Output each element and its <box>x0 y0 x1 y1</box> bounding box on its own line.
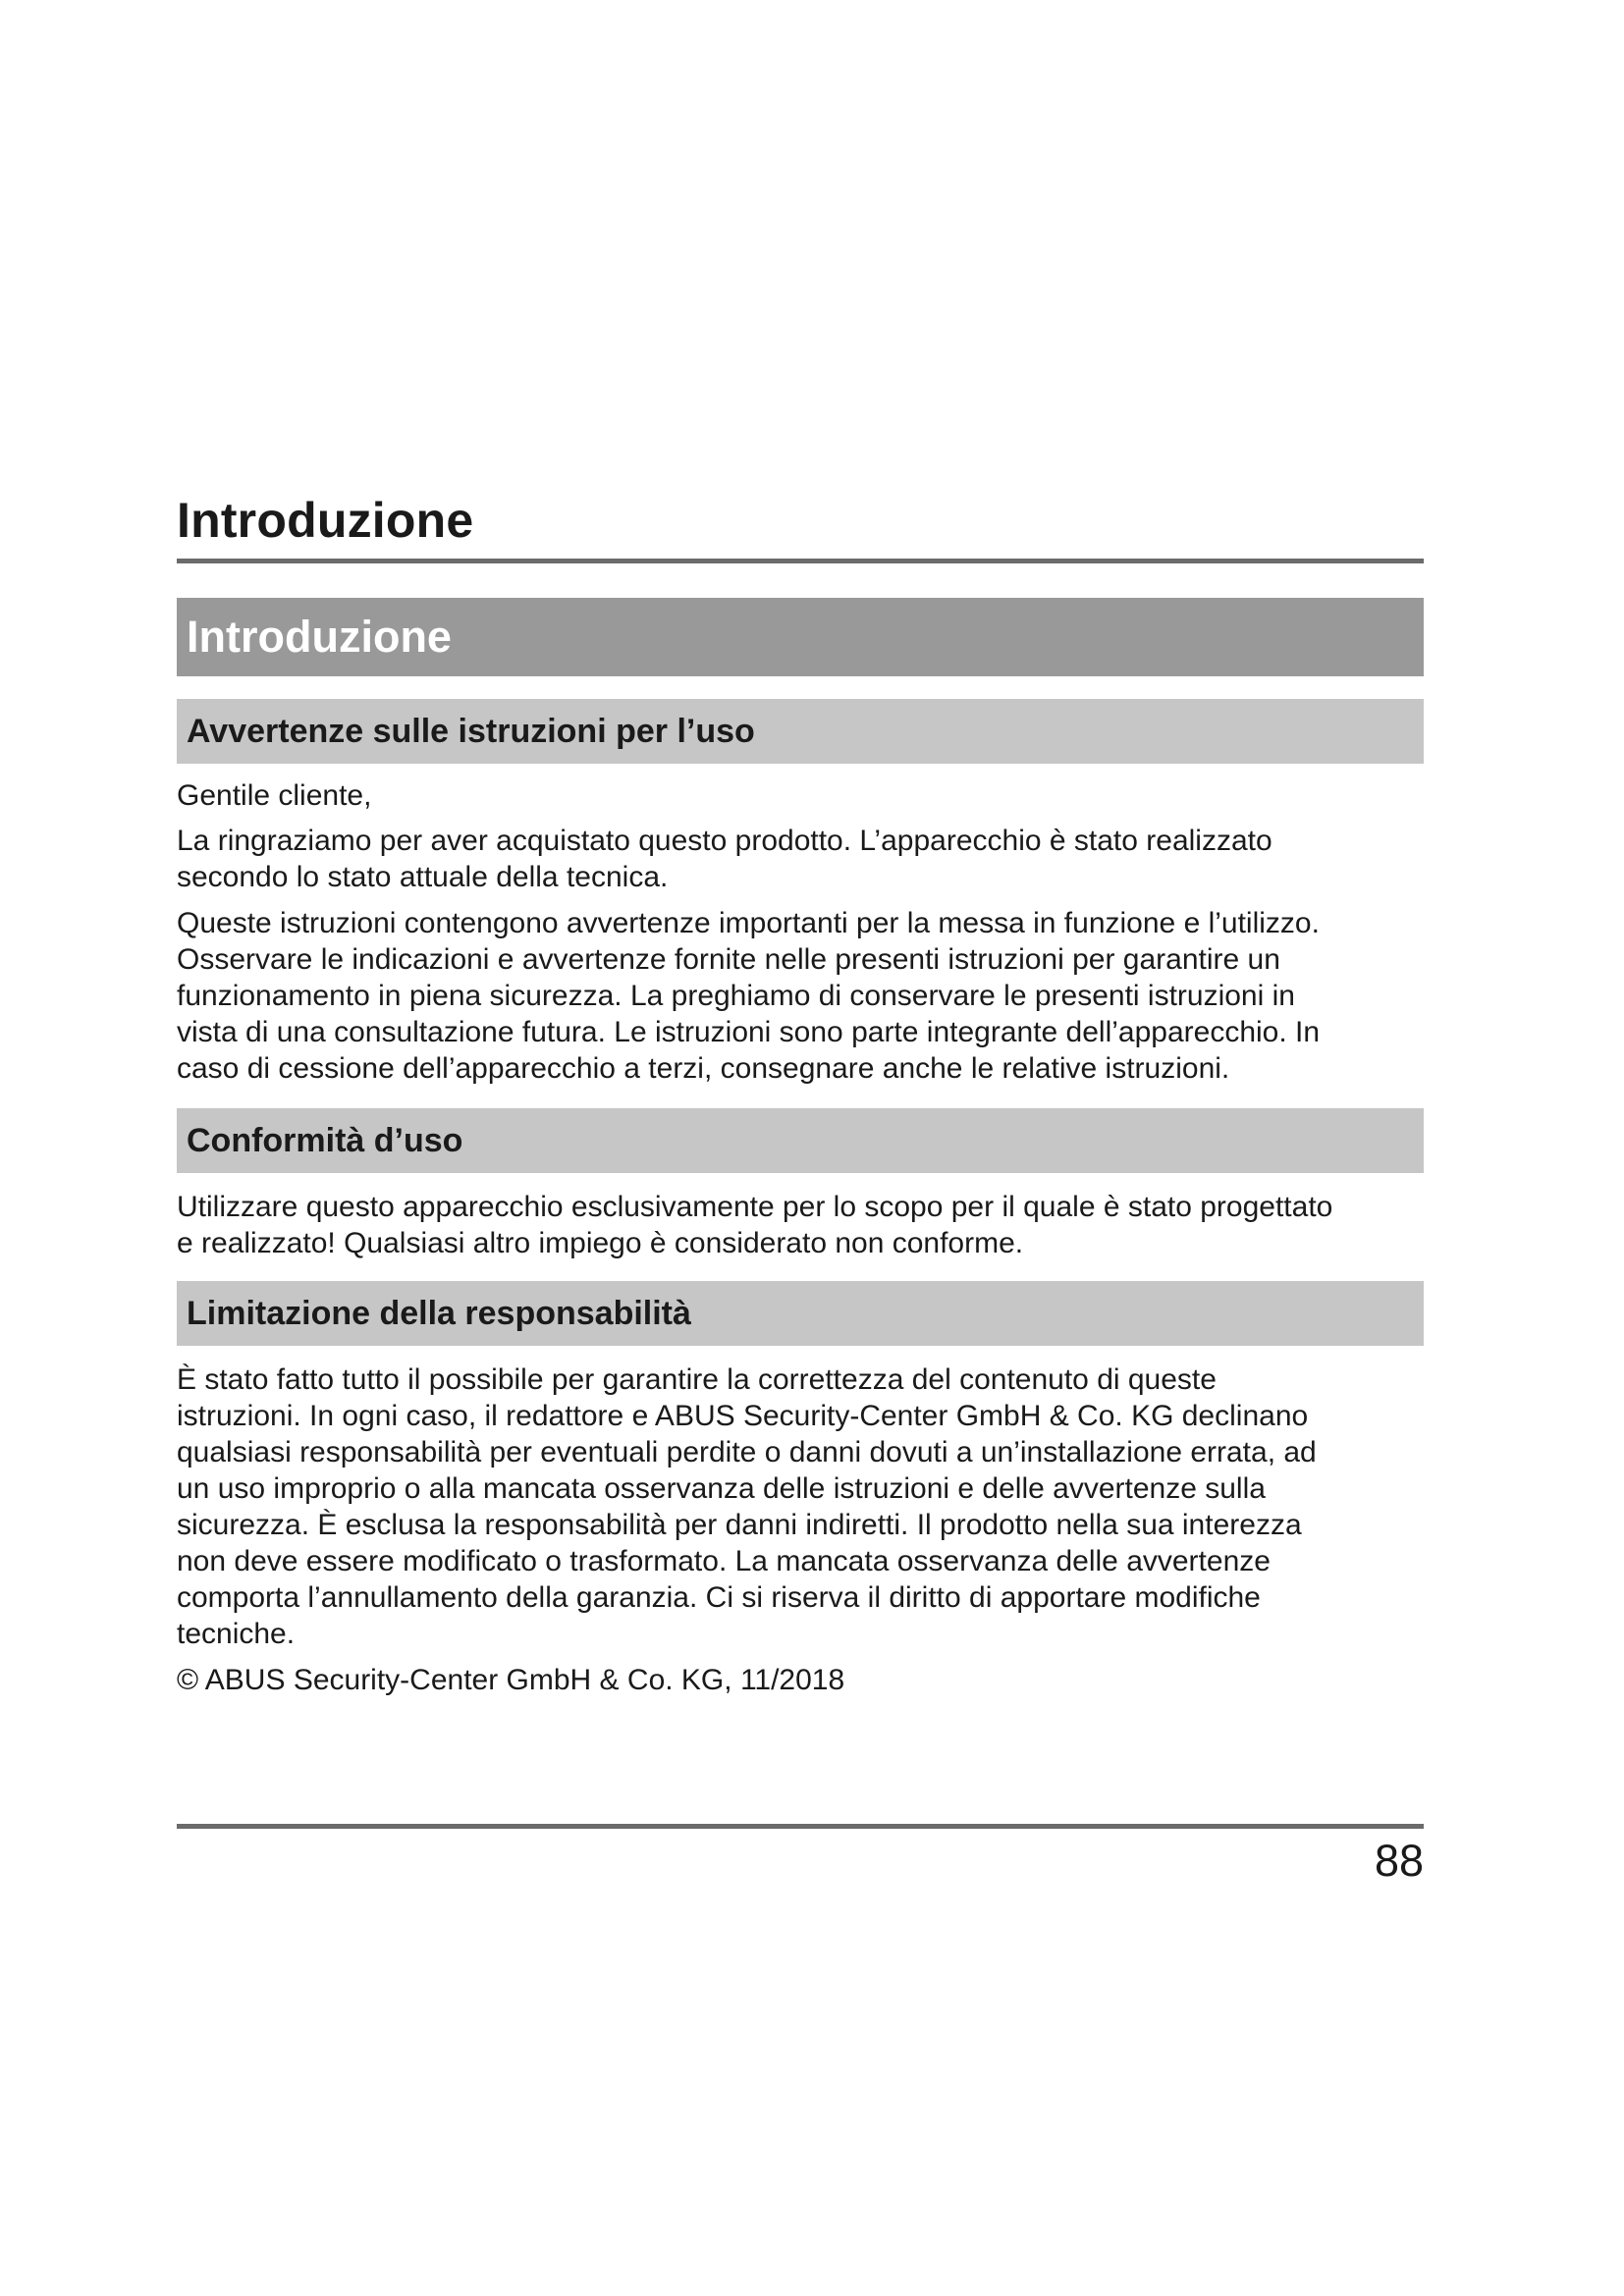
section-heading-intended-use: Conformità d’uso <box>177 1108 1424 1173</box>
intro-paragraph-1: La ringraziamo per aver acquistato questo prodotto. L’apparecchio è stato realizzato secondo lo stato attuale della tecnica. <box>177 825 1272 893</box>
page-title: Introduzione <box>177 493 474 548</box>
page-number: 88 <box>1374 1836 1424 1886</box>
section-heading-instructions: Avvertenze sulle istruzioni per l’uso <box>177 699 1424 764</box>
liability-paragraph: È stato fatto tutto il possibile per garantire la correttezza del contenuto di queste istruzioni. In ogni caso, il redattore e ABUS Security-Center GmbH & Co. KG declinano qualsiasi responsabilità per eventuali perdite o danni dovuti a un’installazione errata, ad un uso improprio o alla mancata osservanza delle istruzioni e delle avvertenze sulla sicurezza. È esclusa la responsabilità per danni indiretti. Il prodotto nella sua interezza non deve essere modificato o trasformato. La mancata osservanza delle avvertenze comporta l’annullamento della garanzia. Ci si riserva il diritto di apportare modifiche tecniche. <box>177 1363 1317 1650</box>
section-heading-liability: Limitazione della responsabilità <box>177 1281 1424 1346</box>
copyright-notice: © ABUS Security-Center GmbH & Co. KG, 11/2018 <box>177 1664 845 1696</box>
intro-paragraph-2: Queste istruzioni contengono avvertenze importanti per la messa in funzione e l’utilizzo. Osservare le indicazioni e avvertenze fornite nelle presenti istruzioni per garantire un funzionamento in piena sicurezza. La preghiamo di conservare le presenti istruzioni in vista di una consultazione futura. Le istruzioni sono parte integrante dell’apparecchio. In caso di cessione dell’apparecchio a terzi, consegnare anche le relative istruzioni. <box>177 907 1321 1085</box>
intended-use-paragraph: Utilizzare questo apparecchio esclusivamente per lo scopo per il quale è stato progettato e realizzato! Qualsiasi altro impiego è considerato non conforme. <box>177 1191 1333 1259</box>
footer-divider <box>177 1824 1424 1829</box>
greeting-text: Gentile cliente, <box>177 779 372 812</box>
title-divider <box>177 559 1424 563</box>
chapter-heading-bar: Introduzione <box>177 598 1424 676</box>
